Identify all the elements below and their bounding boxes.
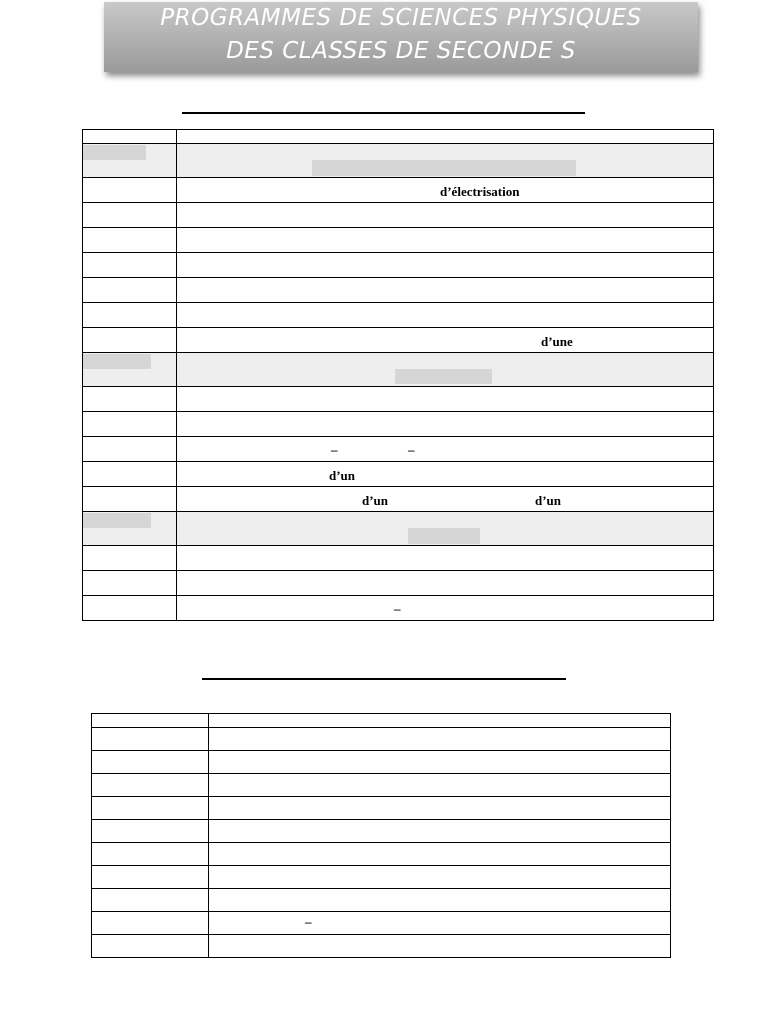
table-row	[83, 303, 714, 328]
chapter-label-placeholder	[83, 145, 146, 160]
table-row	[83, 253, 714, 278]
cell-text: –	[331, 442, 338, 457]
title-line-2: DES CLASSES DE SECONDE S	[226, 38, 576, 64]
cell-text: d’une	[541, 334, 573, 349]
table-section-row	[83, 353, 714, 387]
cell-text: –	[305, 914, 312, 929]
table-row	[83, 203, 714, 228]
table-row	[92, 774, 671, 797]
table-row	[92, 843, 671, 866]
cell-text: d’un	[329, 468, 356, 483]
table-row	[83, 437, 714, 462]
cell-text: –	[408, 442, 415, 457]
table-row	[83, 546, 714, 571]
table-row	[83, 328, 714, 353]
table-row	[83, 278, 714, 303]
table-header-row	[92, 714, 671, 728]
section-heading-underline-2	[202, 678, 566, 680]
table-row	[83, 462, 714, 487]
cell-text: d’électrisation	[440, 184, 520, 199]
title-line-1: PROGRAMMES DE SCIENCES PHYSIQUES	[160, 5, 642, 31]
chapter-title-placeholder	[408, 528, 480, 544]
chapter-label-placeholder	[83, 513, 151, 528]
table-row	[92, 820, 671, 843]
title-banner	[104, 2, 698, 72]
cell-text: d’un	[535, 493, 562, 508]
table-section-row	[83, 144, 714, 178]
table-row	[92, 797, 671, 820]
cell-text: –	[394, 601, 401, 616]
table-header-row	[83, 130, 714, 144]
table-row	[92, 751, 671, 774]
chapter-label-placeholder	[83, 354, 151, 369]
table-row	[92, 935, 671, 958]
table-row	[83, 596, 714, 621]
table-row	[83, 487, 714, 512]
table-row	[92, 889, 671, 912]
program-table-2	[91, 713, 671, 958]
table-row	[92, 728, 671, 751]
table-row	[83, 571, 714, 596]
table-row	[83, 412, 714, 437]
program-table-1	[82, 129, 714, 621]
table-row	[92, 866, 671, 889]
cell-text: d’un	[362, 493, 389, 508]
chapter-title-placeholder	[395, 369, 492, 384]
chapter-title-placeholder	[312, 160, 576, 176]
section-heading-underline-1	[182, 112, 585, 114]
table-row	[83, 387, 714, 412]
table-section-row	[83, 512, 714, 546]
table-row	[92, 912, 671, 935]
table-row	[83, 228, 714, 253]
table-row	[83, 178, 714, 203]
